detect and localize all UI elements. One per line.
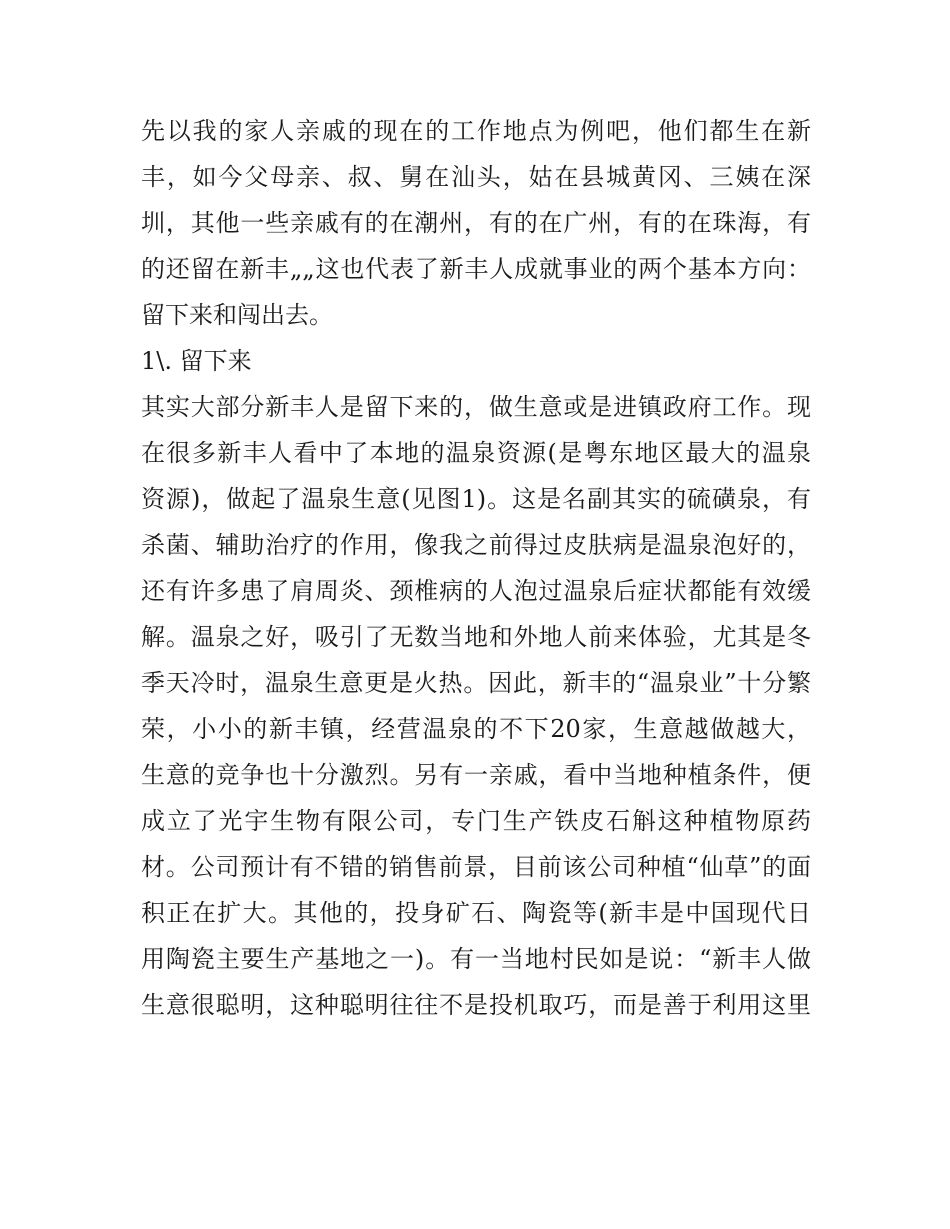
text-line: 材。公司预计有不错的销售前景，目前该公司种植“仙草”的面	[141, 853, 811, 881]
document-body	[141, 108, 821, 1028]
text-line: 生意的竞争也十分激烈。另有一亲戚，看中当地种植条件，便	[141, 761, 811, 789]
text-line: 的还留在新丰„„这也代表了新丰人成就事业的两个基本方向：	[141, 255, 811, 283]
paragraph-stay	[141, 384, 821, 1028]
paragraph-intro	[141, 108, 821, 338]
text-line: 解。温泉之好，吸引了无数当地和外地人前来体验，尤其是冬	[141, 623, 811, 651]
text-line: 在很多新丰人看中了本地的温泉资源(是粤东地区最大的温泉	[141, 439, 811, 467]
text-line: 积正在扩大。其他的，投身矿石、陶瓷等(新丰是中国现代日	[141, 899, 811, 927]
text-line: 季天冷时，温泉生意更是火热。因此，新丰的“温泉业”十分繁	[141, 669, 811, 697]
text-line: 荣，小小的新丰镇，经营温泉的不下20家，生意越做越大，	[141, 715, 811, 743]
text-line: 生意很聪明，这种聪明往往不是投机取巧，而是善于利用这里	[141, 991, 811, 1019]
text-line: 留下来和闯出去。	[141, 301, 333, 329]
text-line: 圳，其他一些亲戚有的在潮州，有的在广州，有的在珠海，有	[141, 209, 811, 237]
text-line: 丰，如今父母亲、叔、舅在汕头，姑在县城黄冈、三姨在深	[141, 163, 811, 191]
text-line: 杀菌、辅助治疗的作用，像我之前得过皮肤病是温泉泡好的，	[141, 531, 811, 559]
text-line: 其实大部分新丰人是留下来的，做生意或是进镇政府工作。现	[141, 393, 811, 421]
text-line: 资源)，做起了温泉生意(见图1)。这是名副其实的硫磺泉，有	[141, 485, 811, 513]
section-heading: 1\. 留下来	[141, 347, 252, 375]
text-line: 成立了光宇生物有限公司，专门生产铁皮石斛这种植物原药	[141, 807, 811, 835]
text-line: 先以我的家人亲戚的现在的工作地点为例吧，他们都生在新	[141, 117, 811, 145]
text-line: 还有许多患了肩周炎、颈椎病的人泡过温泉后症状都能有效缓	[141, 577, 811, 605]
text-line: 用陶瓷主要生产基地之一)。有一当地村民如是说：“新丰人做	[141, 945, 811, 973]
